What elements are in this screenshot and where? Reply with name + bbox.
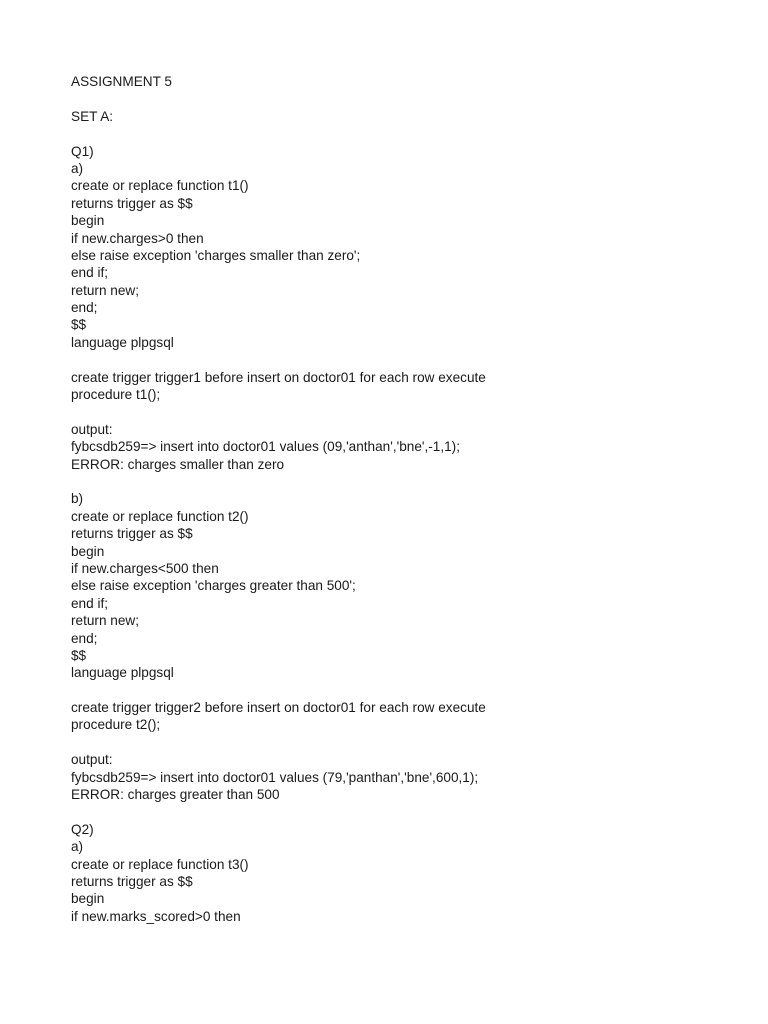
document-line: create trigger trigger2 before insert on doctor01 for each row execute — [71, 700, 486, 716]
document-line: if new.marks_scored>0 then — [71, 908, 241, 924]
document-line: a) — [71, 160, 84, 176]
document-line: else raise exception 'charges smaller than zero'; — [71, 247, 361, 263]
document-line: procedure t2(); — [71, 717, 161, 733]
document-line: language plpgsql — [71, 334, 174, 350]
document-line: output: — [71, 421, 113, 437]
document-body — [71, 73, 731, 925]
document-line: procedure t1(); — [71, 387, 161, 403]
document-line: create or replace function t2() — [71, 508, 249, 524]
document-line: end; — [71, 300, 98, 316]
document-line: if new.charges>0 then — [71, 230, 204, 246]
document-line — [71, 125, 731, 142]
document-line: SET A: — [71, 108, 114, 124]
document-line: else raise exception 'charges greater than 500'; — [71, 578, 356, 594]
document-line: end if; — [71, 265, 109, 281]
document-line: Q2) — [71, 821, 94, 837]
document-line: $$ — [71, 317, 87, 333]
document-line: begin — [71, 891, 105, 907]
document-line — [71, 803, 731, 820]
document-line: return new; — [71, 282, 140, 298]
document-line: ERROR: charges smaller than zero — [71, 456, 285, 472]
document-line: fybcsdb259=> insert into doctor01 values (09,'anthan','bne',-1,1); — [71, 439, 460, 455]
document-line: begin — [71, 543, 105, 559]
document-line — [71, 351, 731, 368]
document-line — [71, 90, 731, 107]
document-line: language plpgsql — [71, 665, 174, 681]
document-line — [71, 734, 731, 751]
document-line: a) — [71, 839, 84, 855]
document-line: if new.charges<500 then — [71, 560, 219, 576]
document-line: end; — [71, 630, 98, 646]
document-line: create or replace function t3() — [71, 856, 249, 872]
document-line: output: — [71, 752, 113, 768]
document-line: return new; — [71, 613, 140, 629]
document-line: returns trigger as $$ — [71, 195, 193, 211]
document-line: ASSIGNMENT 5 — [71, 74, 172, 89]
document-line — [71, 473, 731, 490]
document-line: returns trigger as $$ — [71, 526, 193, 542]
document-line: create trigger trigger1 before insert on doctor01 for each row execute — [71, 369, 486, 385]
document-line: ERROR: charges greater than 500 — [71, 787, 280, 803]
document-line — [71, 403, 731, 420]
document-line: b) — [71, 491, 84, 507]
document-line: end if; — [71, 595, 109, 611]
document-line: returns trigger as $$ — [71, 873, 193, 889]
document-line: Q1) — [71, 143, 94, 159]
document-line: fybcsdb259=> insert into doctor01 values (79,'panthan','bne',600,1); — [71, 769, 479, 785]
document-line — [71, 682, 731, 699]
document-line: $$ — [71, 647, 87, 663]
document-line: begin — [71, 213, 105, 229]
document-line: create or replace function t1() — [71, 178, 249, 194]
